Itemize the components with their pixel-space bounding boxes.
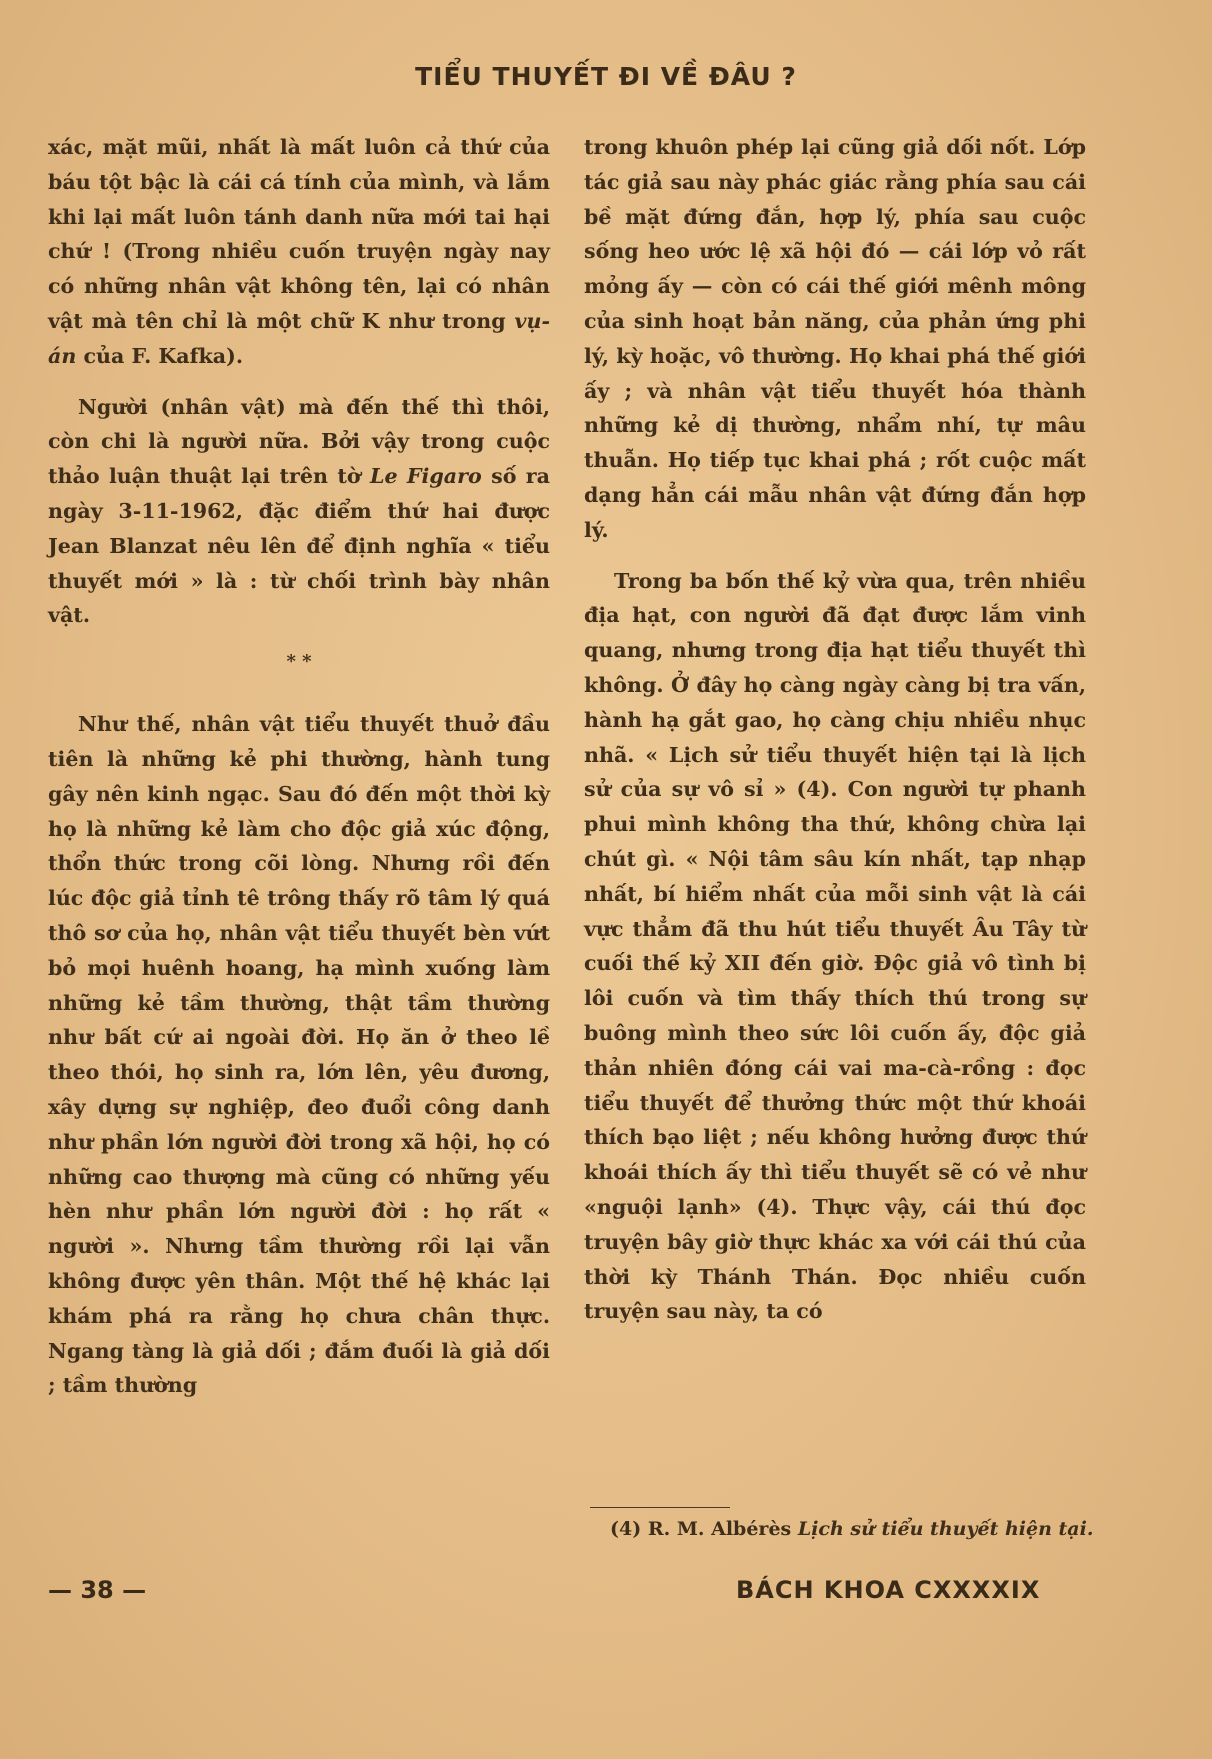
left-paragraph-3: Như thế, nhân vật tiểu thuyết thuở đầu tiên là những kẻ phi thường, hành tung gây nên kinh ngạc. Sau đó đến một thời kỳ họ là những kẻ làm cho độc giả xúc động, thổn thức trong cõi lòng. Nhưng rồi đến lúc độc giả tỉnh tê trông thấy rõ tâm lý quá thô sơ của họ, nhân vật tiểu thuyết bèn vứt bỏ mọi huênh hoang, hạ mình xuống làm những kẻ tầm thường, thật tầm thường như bất cứ ai ngoài đời. Họ ăn ở theo lề theo thói, họ sinh ra, lớn lên, yêu đương, xây dựng sự nghiệp, đeo đuổi công danh như phần lớn người đời trong xã hội, họ có những cao thượng mà cũng có những yếu hèn như phần lớn người đời : họ rất « người ». Nhưng tầm thường rồi lại vẫn không được yên thân. Một thế hệ khác lại khám phá ra rằng họ chưa chân thực. Ngang tàng là giả dối ; đắm đuối là giả dối ; tầm thường [48,712,550,1398]
left-paragraph-1-text: xác, mặt mũi, nhất là mất luôn cả thứ của báu tột bậc là cái cá tính của mình, và lắm khi lại mất luôn tánh danh nữa mới tai hại chứ ! (Trong nhiều cuốn truyện ngày nay có những nhân vật không tên, lại có nhân vật mà tên chỉ là một chữ K như trong [48,135,550,333]
left-paragraph-2-text: Người (nhân vật) mà đến thế thì thôi, còn chi là người nữa. Bởi vậy trong cuộc thảo luận thuật lại trên tờ [48,394,550,489]
footnote-rule [590,1507,730,1508]
footnote-title: Lịch sử tiểu thuyết hiện tại. [797,1518,1094,1540]
right-column [584,130,1086,1329]
page-header-title: TIỂU THUYẾT ĐI VỀ ĐÂU ? [415,62,797,91]
left-paragraph-1-italic: vụ-án [48,308,550,368]
left-column [48,130,550,1403]
left-paragraph-2 [48,390,550,634]
right-paragraph-2: Trong ba bốn thế kỷ vừa qua, trên nhiều địa hạt, con người đã đạt được lắm vinh quang, nhưng trong địa hạt tiểu thuyết thì không. Ở đây họ càng ngày càng bị tra vấn, hành hạ gắt gao, họ càng chịu nhiều nhục nhã. « Lịch sử tiểu thuyết hiện tại là lịch sử của sự vô sỉ » (4). Con người tự phanh phui mình không tha thứ, không chừa lại chút gì. « Nội tâm sâu kín nhất, tạp nhạp nhất, bí hiểm nhất của mỗi sinh vật là cái vực thẳm đã thu hút tiểu thuyết Âu Tây từ cuối thế kỷ XII đến giờ. Độc giả vô tình bị lôi cuốn và tìm thấy thích thú trong sự buông mình theo sức lôi cuốn ấy, độc giả thản nhiên đóng cái vai ma-cà-rồng : đọc tiểu thuyết để thưởng thức một thứ khoái thích bạo liệt ; nếu không hưởng được thứ khoái thích ấy thì tiểu thuyết sẽ có vẻ như «nguội lạnh» (4). Thực vậy, cái thú đọc truyện bây giờ thực khác xa với cái thú của thời kỳ Thánh Thán. Đọc nhiều cuốn truyện sau này, ta có [584,568,1086,1324]
left-paragraph-2-end: số ra ngày 3-11-1962, đặc điểm thứ hai được Jean Blanzat nêu lên để định nghĩa « tiểu thuyết mới » là : từ chối trình bày nhân vật. [48,464,551,628]
right-paragraph-1: trong khuôn phép lại cũng giả dối nốt. Lớp tác giả sau này phác giác rằng phía sau cái bề mặt đứng đắn, hợp lý, phía sau cuộc sống heo ước lệ xã hội đó — cái lớp vỏ rất mỏng ấy — còn có cái thế giới mênh mông của sinh hoạt bản năng, của phản ứng phi lý, kỳ hoặc, vô thường. Họ khai phá thế giới ấy ; và nhân vật tiểu thuyết hóa thành những kẻ dị thường, nhẩm nhí, tự mâu thuẫn. Họ tiếp tục khai phá ; rốt cuộc mất dạng hẳn cái mẫu nhân vật đứng đắn hợp lý. [584,135,1086,542]
left-paragraph-2-italic: Le Figaro [369,464,482,489]
left-paragraph-1-end: của F. Kafka). [76,343,244,368]
footnote-prefix: (4) R. M. Albérès [610,1518,798,1540]
section-separator: * * [286,651,312,673]
left-paragraph-1 [48,130,550,374]
journal-name: BÁCH KHOA CXXXXIX [736,1576,1041,1604]
footnote [610,1518,1093,1540]
page-number: — 38 — [48,1576,147,1604]
